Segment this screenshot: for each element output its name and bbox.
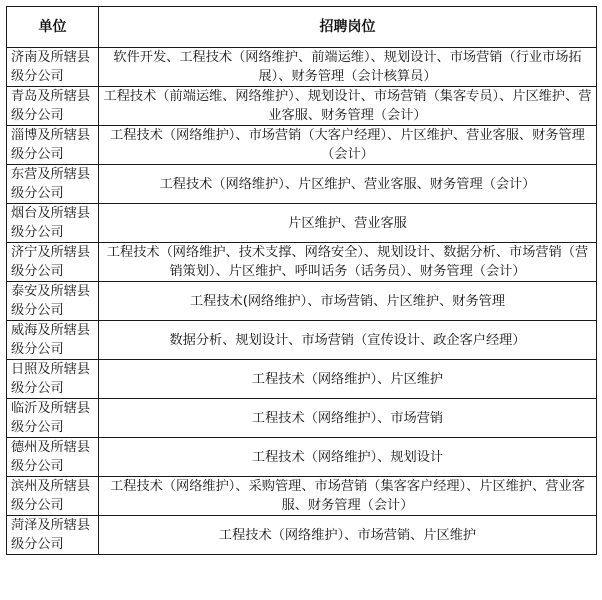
positions-cell: 工程技术（网络维护）、片区维护、营业客服、财务管理（会计） [99, 165, 597, 204]
unit-cell: 淄博及所辖县级分公司 [7, 126, 99, 165]
table-row [7, 243, 597, 282]
unit-cell: 滨州及所辖县级分公司 [7, 477, 99, 516]
positions-cell: 工程技术（网络维护）、市场营销（大客户经理）、片区维护、营业客服、财务管理（会计） [99, 126, 597, 165]
table-row [7, 87, 597, 126]
table-row [7, 360, 597, 399]
unit-cell: 菏泽及所辖县级分公司 [7, 516, 99, 555]
positions-cell: 数据分析、规划设计、市场营销（宣传设计、政企客户经理） [99, 321, 597, 360]
recruitment-table [6, 6, 597, 555]
positions-cell: 片区维护、营业客服 [99, 204, 597, 243]
positions-cell: 工程技术（前端运维、网络维护）、规划设计、市场营销（集客专员）、片区维护、营业客服、财务管理（会计） [99, 87, 597, 126]
positions-cell: 工程技术（网络维护）、市场营销、片区维护 [99, 516, 597, 555]
table-header-row [7, 7, 597, 48]
positions-cell: 工程技术（网络维护、技术支撑、网络安全）、规划设计、数据分析、市场营销（营销策划）、片区维护、呼叫话务（话务员）、财务管理（会计） [99, 243, 597, 282]
unit-cell: 德州及所辖县级分公司 [7, 438, 99, 477]
unit-cell: 威海及所辖县级分公司 [7, 321, 99, 360]
table-row [7, 48, 597, 87]
positions-cell: 工程技术（网络维护）、采购管理、市场营销（集客客户经理）、片区维护、营业客服、财务管理（会计） [99, 477, 597, 516]
unit-cell: 济南及所辖县级分公司 [7, 48, 99, 87]
unit-cell: 济宁及所辖县级分公司 [7, 243, 99, 282]
positions-cell: 工程技术（网络维护）、市场营销 [99, 399, 597, 438]
unit-cell: 泰安及所辖县级分公司 [7, 282, 99, 321]
table-row [7, 126, 597, 165]
header-unit: 单位 [7, 7, 99, 48]
table-row [7, 516, 597, 555]
header-positions: 招聘岗位 [99, 7, 597, 48]
table-row [7, 399, 597, 438]
unit-cell: 东营及所辖县级分公司 [7, 165, 99, 204]
unit-cell: 青岛及所辖县级分公司 [7, 87, 99, 126]
table-row [7, 165, 597, 204]
table-row [7, 477, 597, 516]
unit-cell: 日照及所辖县级分公司 [7, 360, 99, 399]
positions-cell: 工程技术（网络维护）、片区维护 [99, 360, 597, 399]
positions-cell: 工程技术(网络维护）、市场营销、片区维护、财务管理 [99, 282, 597, 321]
table-row [7, 282, 597, 321]
positions-cell: 工程技术（网络维护）、规划设计 [99, 438, 597, 477]
unit-cell: 烟台及所辖县级分公司 [7, 204, 99, 243]
recruitment-table-container [6, 6, 596, 555]
unit-cell: 临沂及所辖县级分公司 [7, 399, 99, 438]
positions-cell: 软件开发、工程技术（网络维护、前端运维）、规划设计、市场营销（行业市场拓展）、财务管理（会计核算员） [99, 48, 597, 87]
table-row [7, 438, 597, 477]
table-row [7, 204, 597, 243]
table-row [7, 321, 597, 360]
